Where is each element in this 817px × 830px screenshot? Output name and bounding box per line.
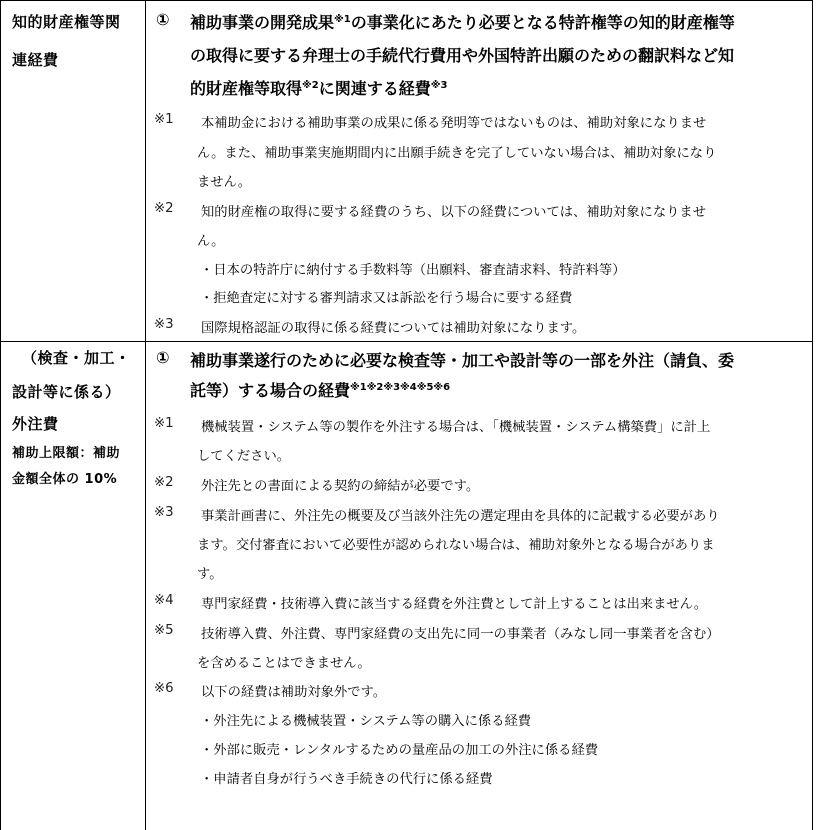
heading-line: 託等）する場合の経費$^{※1※2※3※4※5※6}$ <box>190 381 451 400</box>
category-ip-expenses <box>12 8 121 75</box>
subsidy-limit: 金額全体の 10% <box>12 472 118 487</box>
note-mark: ※1 <box>154 416 174 431</box>
item-number: ① <box>156 10 170 29</box>
note-text: 以下の経費は補助対象外です。 <box>201 685 387 700</box>
heading-line: 補助事業遂行のために必要な検査等・加工や設計等の一部を外注（請負、委 <box>190 351 735 370</box>
note-text: す。 <box>197 567 223 582</box>
category-line: 外注費 <box>12 415 59 433</box>
bullet-item: ・申請者自身が行うべき手続きの代行に係る経費 <box>200 772 493 787</box>
note-text: してください。 <box>197 449 291 464</box>
note-text: 機械装置・システム等の製作を外注する場合は、「機械装置・システム構築費」に計上 <box>201 420 711 435</box>
note-text: を含めることはできません。 <box>197 656 371 671</box>
subsidy-limit: 補助上限額：補助 <box>12 446 121 461</box>
heading-line: 的財産権等取得$^{※2}$に関連する経費$^{※3}$ <box>190 79 448 98</box>
note-text: ません。 <box>197 175 251 190</box>
note-text: ん。また、補助事業実施期間内に出願手続きを完了していない場合は、補助対象になり <box>197 146 717 161</box>
item-number: ① <box>156 348 170 367</box>
row-divider <box>0 341 813 342</box>
note-text: 外注先との書面による契約の締結が必要です。 <box>201 479 480 494</box>
category-line: 知的財産権等関 <box>12 13 121 31</box>
bullet-item: ・外部に販売・レンタルするための量産品の加工の外注に係る経費 <box>200 743 599 758</box>
note-mark: ※3 <box>154 505 174 520</box>
note-text: 事業計画書に、外注先の概要及び当該外注先の選定理由を具体的に記載する必要があり <box>201 509 720 524</box>
note-mark: ※3 <box>154 317 174 332</box>
note-mark: ※6 <box>154 681 174 696</box>
note-mark: ※5 <box>154 623 174 638</box>
note-text: 知的財産権の取得に要する経費のうち、以下の経費については、補助対象になりませ <box>201 205 707 220</box>
note-text: 本補助金における補助事業の成果に係る発明等ではないものは、補助対象になりませ <box>201 116 707 131</box>
column-divider <box>145 0 146 830</box>
category-line: （検査・加工・ <box>22 349 131 367</box>
heading-line: 補助事業の開発成果$^{※1}$の事業化にあたり必要となる特許権等の知的財産権等 <box>190 13 735 32</box>
note-mark: ※2 <box>154 201 174 216</box>
note-mark: ※4 <box>154 593 174 608</box>
bullet-item: ・外注先による機械装置・システム等の購入に係る経費 <box>200 714 532 729</box>
category-line: 設計等に係る） <box>12 383 121 401</box>
bullet-item: ・日本の特許庁に納付する手数料等（出願料、審査請求料、特許料等） <box>200 263 626 278</box>
note-mark: ※1 <box>154 112 174 127</box>
note-text: 専門家経費・技術導入費に該当する経費を外注費として計上することは出来ません。 <box>201 597 708 612</box>
note-text: 国際規格認証の取得に係る経費については補助対象になります。 <box>201 321 586 336</box>
heading-line: の取得に要する弁理士の手続代行費用や外国特許出願のための翻訳料など知 <box>190 46 735 65</box>
note-text: ん。 <box>197 234 225 249</box>
note-text: 技術導入費、外注費、専門家経費の支出先に同一の事業者（みなし同一事業者を含む） <box>201 627 720 642</box>
category-line: 連経費 <box>12 51 59 69</box>
note-text: ます。交付審査において必要性が認められない場合は、補助対象外となる場合がありま <box>197 538 715 553</box>
note-mark: ※2 <box>154 475 174 490</box>
category-outsourcing <box>12 344 131 494</box>
bullet-item: ・拒絶査定に対する審判請求又は訴訟を行う場合に要する経費 <box>200 291 573 306</box>
